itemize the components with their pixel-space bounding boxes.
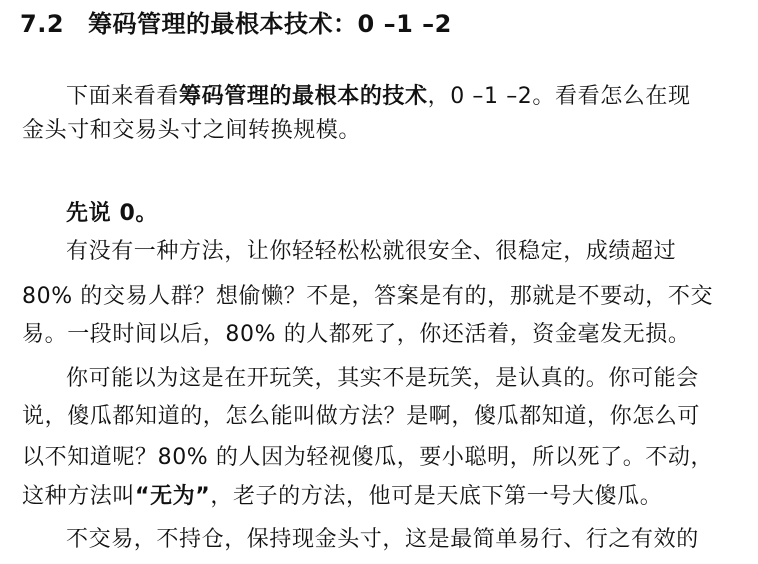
intro-text-tail: ，0 –1 –2。看看怎么在现 [427,84,691,109]
p2-line-4-end: ，老子的方法，他可是天底下第一号大傻瓜。 [210,484,663,509]
p2-line-1: 你可能以为这是在开玩笑，其实不是玩笑，是认真的。你可能会 [66,366,699,391]
p3-line-1: 不交易，不持仓，保持现金头寸，这是最简单易行、行之有效的 [66,527,699,552]
section-title: 筹码管理的最根本技术：0 –1 –2 [88,10,452,38]
intro-text-bold: 筹码管理的最根本的技术 [179,84,428,109]
wuwei-term: “无为” [135,484,211,509]
p1-line-3: 易。一段时间以后，80% 的人都死了，你还活着，资金毫发无损。 [22,322,691,347]
p2-line-3: 以不知道呢？80% 的人因为轻视傻瓜，要小聪明，所以死了。不动， [22,445,714,470]
p2-line-4-start: 这种方法叫 [22,484,136,509]
p2-line-2: 说，傻瓜都知道的，怎么能叫做方法？是啊，傻瓜都知道，你怎么可 [22,404,701,429]
p1-line-1: 有没有一种方法，让你轻轻松松就很安全、很稳定，成绩超过 [66,239,677,264]
intro-text-plain: 下面来看看 [66,84,180,109]
p2-line-4 [22,479,662,515]
intro-line-1 [66,79,691,115]
p1-line-2: 80% 的交易人群？想偷懒？不是，答案是有的，那就是不要动，不交 [22,284,714,309]
section-number: 7.2 [20,10,65,38]
section-heading [20,6,452,42]
intro-line-2: 金头寸和交易头寸之间转换规模。 [22,118,362,143]
subheading-zero: 先说 0。 [66,201,158,226]
